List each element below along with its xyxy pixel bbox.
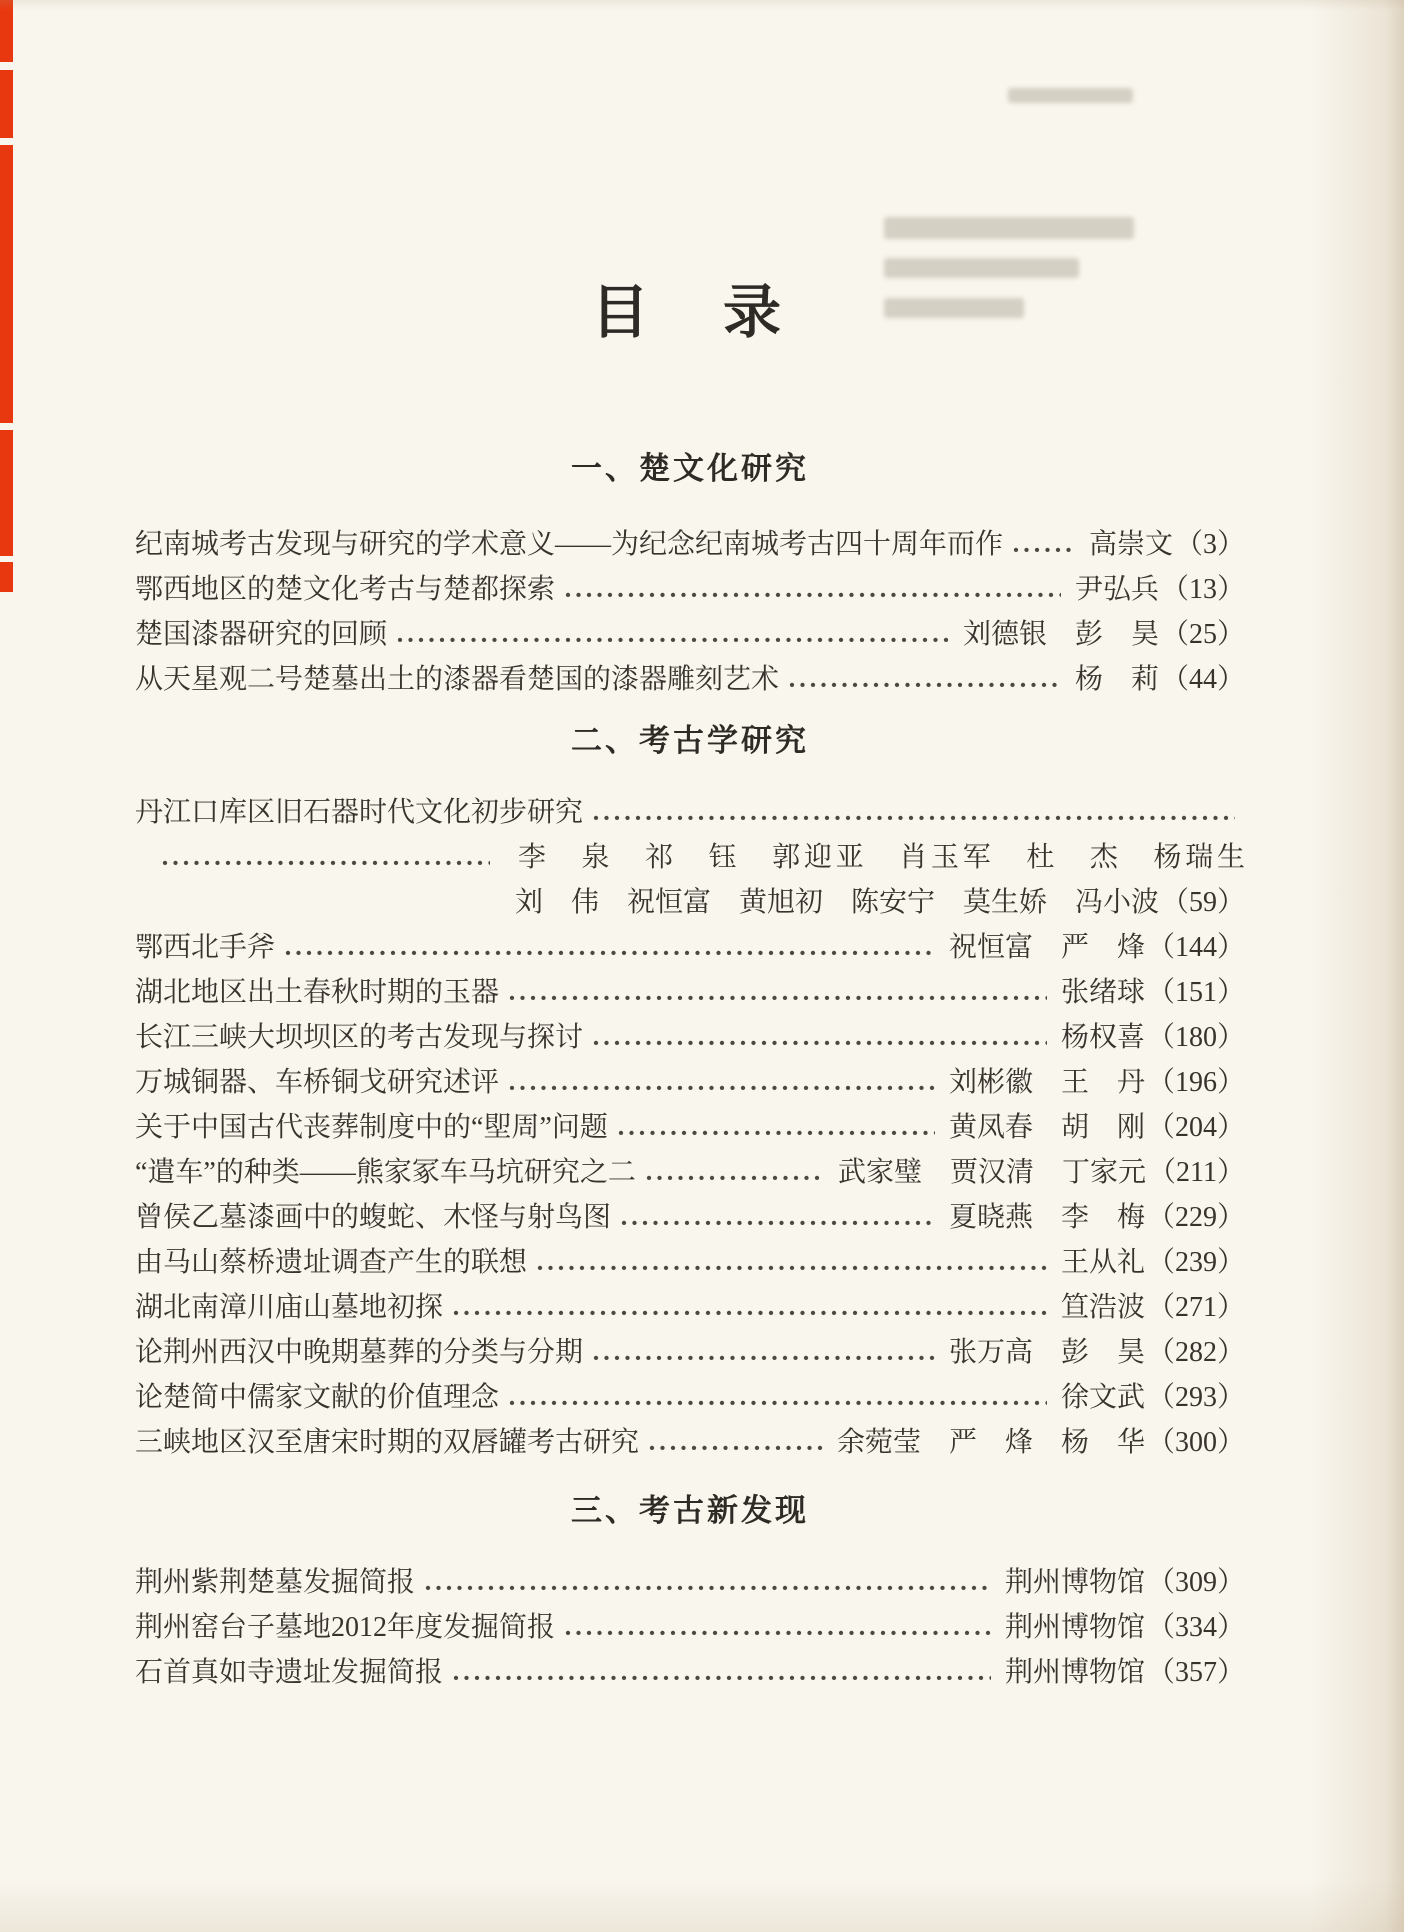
entry-authors: 夏晓燕 李 梅 (948, 1202, 1145, 1233)
toc-entry-authors-line (135, 880, 1245, 925)
entry-title: 万城铜器、车桥铜戈研究述评 (135, 1067, 500, 1098)
entry-authors: 荆州博物馆 (1004, 1612, 1145, 1643)
entry-authors: 李 泉 祁 钰 郭迎亚 肖玉军 杜 杰 杨瑞生 (518, 842, 1245, 873)
entry-authors: 杨权喜 (1060, 1022, 1145, 1053)
entry-title: 荆州窑台子墓地2012年度发掘简报 (135, 1612, 556, 1643)
toc-entry (135, 612, 1245, 657)
entry-title: 湖北南漳川庙山墓地初探 (135, 1292, 444, 1323)
toc-entry-title-line (135, 790, 1245, 835)
toc-entry (135, 1060, 1245, 1105)
section-3-entries (135, 1560, 1245, 1695)
entry-page-number: （357） (1146, 1657, 1245, 1688)
dot-leader (616, 1105, 935, 1150)
entry-page-number: （44） (1160, 664, 1245, 695)
dot-leader (647, 1420, 823, 1465)
toc-entry (135, 1015, 1245, 1060)
dot-leader (423, 1560, 991, 1605)
section-1-entries (135, 522, 1245, 702)
entry-title: 论楚简中儒家文献的价值理念 (135, 1382, 500, 1413)
toc-entry (135, 1285, 1245, 1330)
entry-authors: 黄凤春 胡 刚 (948, 1112, 1145, 1143)
entry-page-number: （309） (1146, 1567, 1245, 1598)
dot-leader (619, 1195, 935, 1240)
toc-entry (135, 1240, 1245, 1285)
toc-entry-multiline (135, 790, 1245, 925)
toc-entry (135, 1150, 1245, 1195)
entry-page-number: （282） (1146, 1337, 1245, 1368)
toc-entry (135, 1650, 1245, 1695)
entry-authors: 高崇文 (1088, 529, 1173, 560)
entry-title: “遣车”的种类——熊家冢车马坑研究之二 (135, 1157, 636, 1188)
entry-title: 石首真如寺遗址发掘简报 (135, 1657, 444, 1688)
entry-page-number: （13） (1160, 574, 1245, 605)
dot-leader (591, 1330, 935, 1375)
entry-authors: 笪浩波 (1060, 1292, 1145, 1323)
scan-edge-strip (0, 562, 13, 592)
dot-leader (591, 790, 1235, 835)
entry-authors: 徐文武 (1060, 1382, 1145, 1413)
dot-leader (395, 612, 949, 657)
entry-authors: 祝恒富 严 烽 (948, 932, 1145, 963)
entry-authors: 张绪球 (1060, 977, 1145, 1008)
entry-authors: 刘 伟 祝恒富 黄旭初 陈安宁 莫生娇 冯小波 (514, 887, 1159, 918)
section-heading-3: 三、考古新发现 (571, 1493, 809, 1529)
dot-leader (644, 1150, 824, 1195)
dot-leader (283, 925, 935, 970)
dot-leader (591, 1015, 1047, 1060)
entry-title: 湖北地区出土春秋时期的玉器 (135, 977, 500, 1008)
entry-title: 从天星观二号楚墓出土的漆器看楚国的漆器雕刻艺术 (135, 664, 780, 695)
dot-leader (451, 1285, 1047, 1330)
entry-page-number: （239） (1146, 1247, 1245, 1278)
entry-title: 鄂西北手斧 (135, 932, 276, 963)
paper-edge-shadow-top (0, 0, 1404, 10)
entry-page-number: （229） (1146, 1202, 1245, 1233)
entry-page-number: （3） (1174, 529, 1245, 560)
scan-edge-strip (0, 430, 13, 556)
entry-page-number: （293） (1146, 1382, 1245, 1413)
toc-entry (135, 1330, 1245, 1375)
entry-page-number: （151） (1146, 977, 1245, 1008)
section-2-entries (135, 790, 1245, 1465)
entry-title: 长江三峡大坝坝区的考古发现与探讨 (135, 1022, 584, 1053)
dot-leader (507, 1060, 935, 1105)
entry-page-number: （180） (1146, 1022, 1245, 1053)
entry-authors: 武家璧 贾汉清 丁家元 (838, 1157, 1147, 1188)
page-title: 目 录 (590, 280, 789, 345)
entry-title: 曾侯乙墓漆画中的蝮蛇、木怪与射鸟图 (135, 1202, 612, 1233)
toc-entry (135, 567, 1245, 612)
dot-leader (160, 835, 490, 880)
entry-title: 丹江口库区旧石器时代文化初步研究 (135, 797, 584, 828)
toc-entry (135, 1375, 1245, 1420)
scan-edge-strip (0, 70, 13, 138)
entry-page-number: （204） (1146, 1112, 1245, 1143)
toc-entry (135, 657, 1245, 702)
entry-title: 荆州紫荆楚墓发掘简报 (135, 1567, 416, 1598)
entry-authors: 杨 莉 (1074, 664, 1159, 695)
entry-title: 楚国漆器研究的回顾 (135, 619, 388, 650)
dot-leader (507, 1375, 1047, 1420)
entry-title: 论荆州西汉中晚期墓葬的分类与分期 (135, 1337, 584, 1368)
toc-entry-authors-line (135, 835, 1245, 880)
paper-edge-shadow-bottom (0, 1877, 1404, 1932)
entry-title: 关于中国古代丧葬制度中的“堲周”问题 (135, 1112, 608, 1143)
entry-authors: 荆州博物馆 (1004, 1657, 1145, 1688)
entry-authors: 王从礼 (1060, 1247, 1145, 1278)
dot-leader (563, 567, 1061, 612)
entry-page-number: （196） (1146, 1067, 1245, 1098)
paper-edge-shadow-right (1309, 0, 1404, 1932)
dot-leader (787, 657, 1061, 702)
toc-content (135, 0, 1245, 1695)
entry-page-number: （211） (1148, 1157, 1245, 1188)
dot-leader (451, 1650, 991, 1695)
entry-title: 鄂西地区的楚文化考古与楚都探索 (135, 574, 556, 605)
entry-authors: 余菀莹 严 烽 杨 华 (836, 1427, 1145, 1458)
toc-entry (135, 970, 1245, 1015)
entry-authors: 刘彬徽 王 丹 (948, 1067, 1145, 1098)
entry-authors: 刘德银 彭 昊 (962, 619, 1159, 650)
entry-title: 由马山蔡桥遗址调查产生的联想 (135, 1247, 528, 1278)
entry-authors: 尹弘兵 (1074, 574, 1159, 605)
section-heading-2: 二、考古学研究 (571, 723, 809, 759)
entry-authors: 荆州博物馆 (1004, 1567, 1145, 1598)
toc-entry (135, 925, 1245, 970)
toc-entry (135, 1420, 1245, 1465)
scan-edge-strip (0, 145, 13, 423)
toc-entry (135, 1605, 1245, 1650)
entry-page-number: （25） (1160, 619, 1245, 650)
toc-entry (135, 1105, 1245, 1150)
entry-page-number: （59） (1160, 887, 1245, 918)
entry-page-number: （144） (1146, 932, 1245, 963)
dot-leader (507, 970, 1047, 1015)
entry-page-number: （300） (1146, 1427, 1245, 1458)
entry-title: 纪南城考古发现与研究的学术意义——为纪念纪南城考古四十周年而作 (135, 529, 1004, 560)
toc-entry (135, 522, 1245, 567)
dot-leader (535, 1240, 1047, 1285)
entry-title: 三峡地区汉至唐宋时期的双唇罐考古研究 (135, 1427, 640, 1458)
dot-leader (1011, 522, 1075, 567)
toc-entry (135, 1560, 1245, 1605)
entry-page-number: （271） (1146, 1292, 1245, 1323)
entry-page-number: （334） (1146, 1612, 1245, 1643)
dot-leader (563, 1605, 991, 1650)
section-heading-1: 一、楚文化研究 (571, 451, 809, 487)
toc-entry (135, 1195, 1245, 1240)
entry-authors: 张万高 彭 昊 (948, 1337, 1145, 1368)
